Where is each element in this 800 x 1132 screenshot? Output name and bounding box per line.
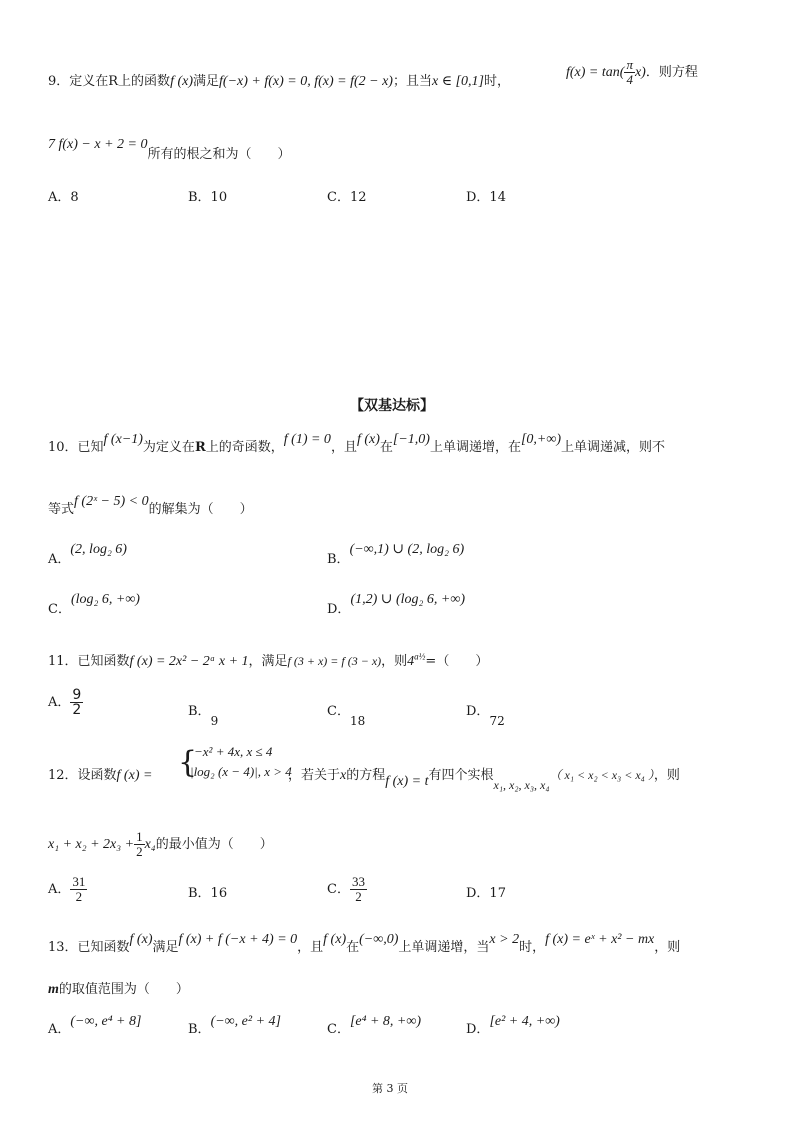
q12-expr-a: x₁ + x₂ + 2x₃ + [48,837,135,852]
q10-p4: ，且 [330,440,357,455]
q11-a-label: A． [48,695,71,710]
q13-xg: x > 2 [489,932,520,947]
q12-p1: 12．设函数 [48,768,117,783]
q12-p4: 有四个实根 [428,768,494,783]
q13-a-value: (−∞, e⁴ + 8] [70,1014,142,1029]
q10-a-label: A． [48,552,71,567]
q12-p6: 的最小值为（ ） [155,837,273,852]
q13-p1: 13．已知函数 [48,940,130,955]
q11-option-b[interactable] [188,700,219,728]
q9-cond: 满足 [193,74,220,89]
q13-def: f (x) = eˣ + x² − mx [545,932,655,947]
q12-c-label: C． [327,882,350,897]
q11-cond: f (3 + x) = f (3 − x) [287,654,382,668]
q12-order: （ x₁ < x₂ < x₃ < x₄ ） [549,768,654,782]
q10-f1: f (x−1) [103,432,143,447]
q9-eq1: f(−x) + f(x) = 0, f(x) = f(2 − x) [219,74,393,89]
q12-p3: 的方程 [346,768,386,783]
q13-p4: 在 [346,940,360,955]
q9-question: 所有的根之和为（ ） [147,147,291,162]
q10-i1: [−1,0) [392,432,430,447]
q12-case2: |log₂ (x − 4)|, x > 4 [190,764,292,779]
q9-when: 时， [483,74,510,89]
q9-line2 [48,133,291,162]
q13-fx: f (x) [129,932,153,947]
q9-fx: f (x) [170,74,193,89]
q13-p8: 的取值范围为（ ） [58,982,189,997]
q12-option-c[interactable] [327,875,367,904]
q10-a-value: (2, log₂ 6) [70,542,127,557]
q12-a-num: 31 [72,874,86,889]
q12-option-d[interactable]: D．17 [466,886,506,901]
q9-pi: π [626,57,633,72]
q10-option-b[interactable] [327,538,465,567]
q12-option-b[interactable]: B．16 [188,886,228,901]
q11-a-den: 2 [72,702,82,718]
q10-p7: 上单调递减，则不 [561,440,666,455]
q10-line2 [48,490,253,517]
q11-b-value: 9 [210,714,219,728]
q10-i2: [0,+∞) [520,432,562,447]
q10-p2: 为定义在 [142,440,195,455]
q9-mid: ；且当 [392,74,432,89]
q9-option-b[interactable]: B．10 [188,190,228,205]
q10-ineq: f (2ˣ − 5) < 0 [74,494,149,509]
q10-f2: f (1) = 0 [283,432,331,447]
q11-p2: ，满足 [248,654,288,669]
q12-case1: −x² + 4x, x ≤ 4 [194,744,273,759]
q11-option-d[interactable] [466,700,505,728]
q10-p9: 的解集为（ ） [148,502,253,517]
q12-p5: ，则 [653,768,680,783]
q12-half [134,830,145,859]
q11-sup-a: a [414,651,419,662]
q12-c-frac [350,875,367,904]
q13-c-value: [e⁴ + 8, +∞) [349,1014,422,1029]
q13-m: m [48,982,59,997]
q13-p7: ，则 [654,940,681,955]
q10-p3: 上的奇函数， [205,440,284,455]
q10-d-label: D． [327,602,351,617]
q10-p1: 10．已知 [48,440,104,455]
q10-b-label: B． [327,552,350,567]
q10-c-label: C． [48,602,71,617]
q10-p6: 上单调递增，在 [429,440,521,455]
q11-c-value: 18 [349,714,366,728]
page-number: 第 3 页 [372,1082,408,1095]
q9-defend: x) [634,65,646,80]
q13-line1 [48,928,681,955]
q11-c-label: C． [327,704,350,719]
q13-cond: f (x) + f (−x + 4) = 0 [178,932,298,947]
q9-range: x ∈ [0,1] [431,74,484,89]
q9-end: ．则方程 [645,65,698,80]
q11-expr: 4 [407,654,415,669]
q11-a-num: 9 [72,687,82,703]
q11-p1: 11．已知函数 [48,654,130,669]
q10-p5: 在 [379,440,393,455]
q11-p4: =（ ） [425,654,489,669]
q9-pi-over-4 [624,58,635,87]
q9-text: 9．定义在R上的函数 [48,74,171,89]
q11-def: f (x) = 2x² − 2ᵃ x + 1 [129,654,249,669]
q11-d-value: 72 [489,714,505,728]
q9-four: 4 [626,72,633,87]
q13-d-label: D． [466,1022,490,1037]
q11-sup-half: ½ [418,651,426,662]
q13-fx2: f (x) [323,932,347,947]
q13-d-value: [e² + 4, +∞) [489,1014,560,1029]
q12-line1b [288,764,680,792]
q12-half-d: 2 [136,844,143,859]
q12-c-num: 33 [351,874,365,889]
q13-i1: (−∞,0) [359,932,399,947]
q9-line1 [48,70,510,90]
q12-half-n: 1 [136,829,143,844]
q11-line [48,650,488,670]
q11-a-frac [70,688,83,717]
q10-d-value: (1,2) ∪ (log₂ 6, +∞) [350,592,466,607]
q12-c-den: 2 [355,889,362,904]
q10-R: R [194,440,206,455]
q12-fx: f (x) = [116,768,153,783]
q11-option-c[interactable] [327,700,366,728]
q9-equation: 7 f(x) − x + 2 = 0 [48,137,148,152]
q9-def: f(x) = tan( [566,65,625,80]
q12-line2 [48,830,273,859]
q10-b-value: (−∞,1) ∪ (2, log₂ 6) [349,542,465,557]
q9-definition [566,58,698,87]
q13-line2 [48,978,189,998]
q10-c-value: (log₂ 6, +∞) [70,592,140,607]
q13-b-value: (−∞, e² + 4] [210,1014,281,1029]
q12-option-a[interactable] [48,875,87,904]
q10-p8: 等式 [48,502,75,517]
q13-c-label: C． [327,1022,350,1037]
q9-option-c[interactable]: C．12 [327,190,367,205]
q12-x: x [340,768,347,783]
q10-option-c[interactable] [48,588,140,617]
q13-p3: ，且 [297,940,324,955]
q13-a-label: A． [48,1022,71,1037]
q9-option-d[interactable]: D．14 [466,190,506,205]
q11-p3: ，则 [381,654,408,669]
q11-b-label: B． [188,704,211,719]
section-title: 【双基达标】 [350,398,434,414]
q12-line1 [48,740,153,783]
q9-option-a[interactable]: A．8 [48,190,79,205]
q10-line1 [48,428,666,455]
q13-option-d[interactable] [466,1010,560,1037]
q13-p5: 上单调递增，当 [398,940,490,955]
q13-option-c[interactable] [327,1010,422,1037]
q12-a-den: 2 [75,889,83,904]
q11-d-label: D． [466,704,490,719]
q12-eq: f (x) = t [385,774,429,789]
q12-expr-b: x₄ [144,837,156,852]
q12-a-label: A． [48,882,71,897]
q13-option-a[interactable] [48,1010,142,1037]
q13-p6: 时， [519,940,546,955]
q12-a-frac [70,875,87,904]
q10-option-d[interactable] [327,588,466,617]
q13-p2: 满足 [152,940,179,955]
q12-roots: x₁, x₂, x₃, x₄ [493,778,550,792]
q12-p2: ，若关于 [288,768,341,783]
q11-option-a[interactable] [48,688,83,717]
q13-b-label: B． [188,1022,211,1037]
q13-option-b[interactable] [188,1010,281,1037]
q12-brace: { [178,745,198,780]
q10-option-a[interactable] [48,538,127,567]
q10-f3: f (x) [356,432,380,447]
